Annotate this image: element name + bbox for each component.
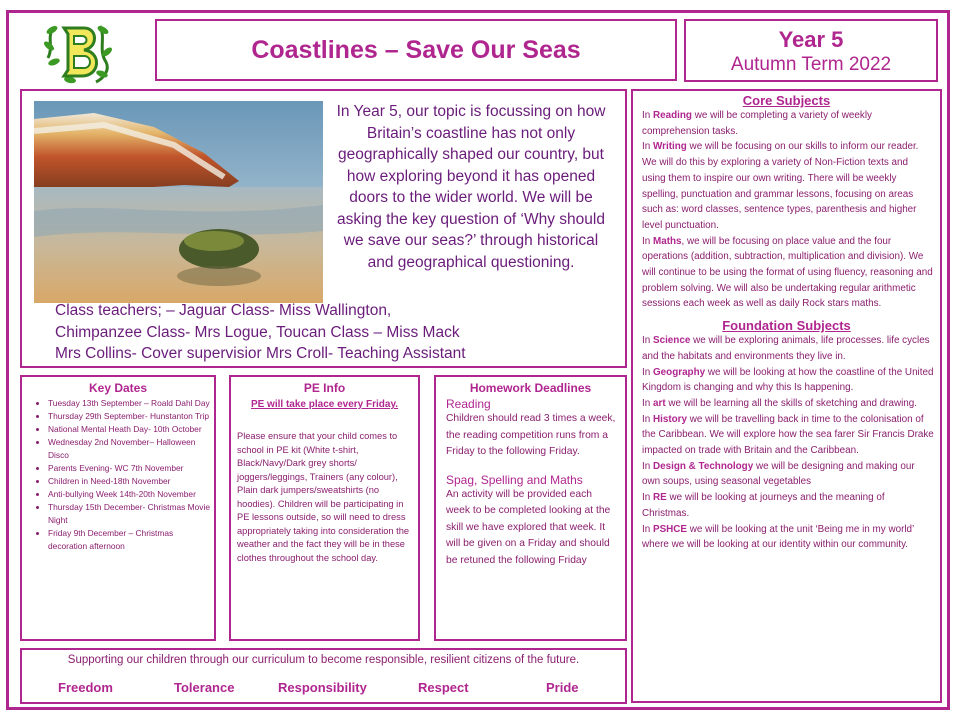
foundation-item [642,522,934,553]
value-word: Pride [546,680,579,695]
list-item: • Thursday 15th December- Christmas Movie Night [48,501,214,527]
teachers-list [55,300,615,365]
subject-prefix: In [642,413,653,425]
subject-text: we will be looking at journeys and the meaning of Christmas. [642,492,885,519]
subject-text: we will be looking at how the coastline of the United Kingdom is changing and why this Is happening. [642,366,934,394]
key-dates-box [20,375,216,641]
homework-reading-text: Children should read 3 times a week, the reading competition runs from a Friday to the following Friday. [446,413,616,457]
homework-title: Homework Deadlines [469,381,592,395]
subject-text: we will be looking at the unit ‘Being me in my world’ where we will be looking at our identity within our community. [642,523,914,551]
year-label: Year 5 [778,27,844,52]
subject-prefix: In [642,366,653,378]
foundation-item [642,365,934,396]
core-writing: In Writing we will be focusing on our skills to inform our reader. We will do this by exploring a variety of Non-Fiction texts and using them to inspire our own writing. There will be weekly spelling, punctuation and grammar lessons, focusing on areas such as: word classes, sentence types, parenthesis and higher level punctuation. [642,141,919,231]
subject-prefix: In [642,397,653,409]
values-statement: Supporting our children through our curriculum to become responsible, resilient citizens of the future. [67,654,580,666]
subject-prefix: In [642,460,653,472]
term-label: Autumn Term 2022 [730,54,892,75]
list-item: • Tuesday 13th September – Roald Dahl Day [48,397,214,410]
value-word: Responsibility [278,680,367,695]
teachers-line: Class teachers; – Jaguar Class- Miss Wallington, [55,302,392,319]
subject-text: we will be exploring animals, life processes. life cycles and the habitats and environments they live in. [642,335,930,362]
core-reading: In Reading we will be completing a variety of weekly comprehension tasks. [642,110,872,137]
homework-box [434,375,627,641]
list-item: • Wednesday 2nd November– Halloween Disco [48,436,214,462]
foundation-subjects-title: Foundation Subjects [722,318,851,334]
foundation-item [642,396,934,412]
list-item: • Parents Evening- WC 7th November [48,462,214,475]
subject-text: , we will be focusing on place value and the four operations (addition, subtraction, multiplication and division). We will continue to be using the format of using fluency, reasoning and problem solving. We will also be undertaking regular arithmetic sessions each week as well as daily Rock stars maths. [642,235,933,310]
page-title: Coastlines – Save Our Seas [251,35,581,64]
subject-text: we will be learning all the skills of sketching and drawing. [665,397,918,409]
school-logo [40,18,116,88]
pe-info-title: PE Info [303,381,346,395]
subject-label: History [652,413,688,425]
subject-label: art [652,397,666,409]
coastline-photo [34,101,323,303]
foundation-item [642,490,934,521]
key-dates-title: Key Dates [88,381,148,395]
homework-spag-heading: Spag, Spelling and Maths [446,472,583,487]
subject-prefix: In [642,523,653,535]
subject-text: we will be travelling back in time to the colonisation of the Caribbean. We will explore how the sea farer Sir Francis Drake impacted on trade with Britain and the Caribbean. [642,413,934,457]
homework-spag-text: An activity will be provided each week to be completed looking at the skill we have explored that week. It will be given on a Friday and should be retuned the following Friday [446,488,611,566]
subject-text: we will be completing a variety of weekly comprehension tasks. [642,110,872,137]
core-subjects-title: Core Subjects [742,93,831,108]
intro-paragraph: In Year 5, our topic is focussing on how Britain’s coastline has not only geographically shaped our country, but how exploring beyond it has opened doors to the wider world. We will be asking the key question of ‘Why should we save our seas?’ through historical and geographical questioning. [336,103,606,271]
subject-prefix: In [642,492,653,504]
pe-day-note: PE will take place every Friday. [250,399,399,410]
subject-label: Science [652,335,691,347]
teachers-line: Chimpanzee Class- Mrs Logue, Toucan Class – Miss Mack [55,323,460,341]
subjects-box [631,89,942,703]
value-word: Tolerance [174,680,235,695]
foundation-item [642,333,934,364]
list-item: • National Mental Heath Day- 10th October [48,423,214,436]
year-box [684,19,938,82]
list-item: • Anti-bullying Week 14th-20th November [48,488,214,501]
pe-info-box [229,375,420,641]
value-word: Respect [418,680,469,695]
foundation-item [642,459,934,490]
list-item: • Friday 9th December – Christmas decoration afternoon [48,527,214,553]
foundation-item [642,412,934,459]
key-dates-list [22,397,214,553]
subject-prefix: In [642,335,653,347]
subject-text: we will be designing and making our own soups, using seasonal vegetables [642,460,915,488]
subject-label: Design & Technology [652,460,754,472]
core-maths: In Maths, we will be focusing on place value and the four operations (addition, subtraction, multiplication and division). We will continue to be using the format of using fluency, reasoning and problem solving. We will also be undertaking regular arithmetic sessions each week as well as daily Rock stars maths. [642,235,933,310]
intro-box [20,89,627,368]
pe-kit-text: Please ensure that your child comes to school in PE kit (White t-shirt, Black/Navy/Dark grey shorts/ joggers/leggings, Trainers (any colour), Plain dark jumpers/sweatshirts (no hoodies). Children will be participating in PE lessons outside, so will need to dress appropriately taking into consideration the weather and the fact they will be in these clothes throughout the school day. [237,431,410,563]
subject-label: RE [652,492,667,504]
teachers-line: Mrs Collins- Cover supervisior Mrs Croll- Teaching Assistant [55,345,466,362]
subject-label: Maths [652,235,682,247]
subject-label: Reading [652,110,692,121]
values-box [20,648,627,704]
homework-reading-heading: Reading [446,397,491,411]
subject-text: we will be focusing on our skills to inform our reader. We will do this by exploring a variety of Non-Fiction texts and using them to inspire our own writing. There will be weekly spelling, punctuation and grammar lessons, focusing on areas such as: word classes, sentence types, parenthesis and higher level punctuation. [642,141,919,231]
list-item: • Children in Need-18th November [48,475,214,488]
list-item: • Thursday 29th September- Hunstanton Trip [48,410,214,423]
title-box [155,19,677,81]
subject-label: PSHCE [652,523,688,535]
subject-label: Geography [652,366,706,378]
value-word: Freedom [58,680,113,695]
subject-label: Writing [652,141,687,153]
